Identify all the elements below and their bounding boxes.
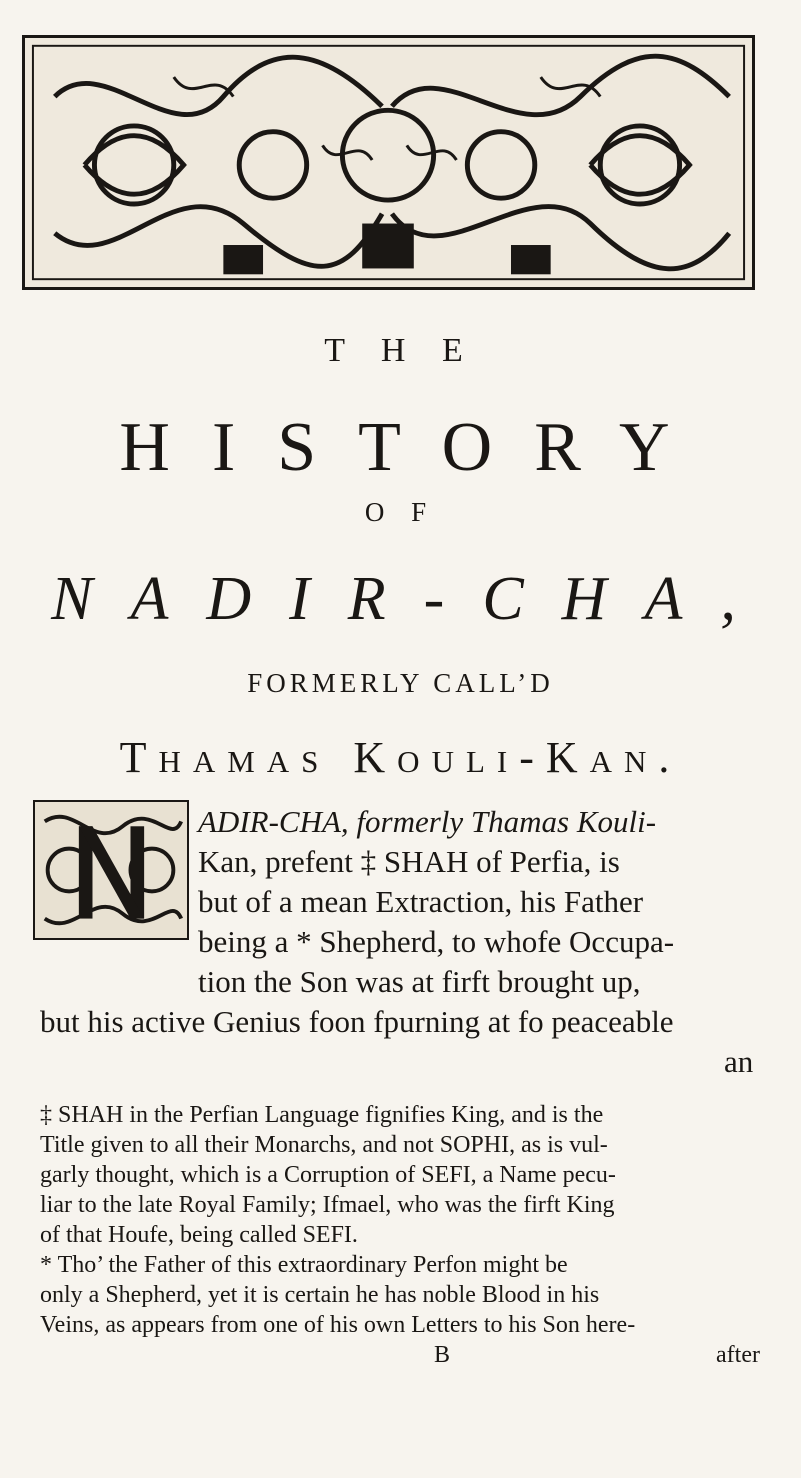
body-line-4: being a * Shepherd, to whofe Occupa- (198, 924, 675, 959)
body-line-7: an (724, 1044, 754, 1079)
title-of: O F (364, 497, 437, 527)
body-line-5: tion the Son was at firft brought up, (198, 964, 641, 999)
footnote-line-7: only a Shepherd, yet it is certain he has noble Blood in his (40, 1282, 600, 1308)
title-alias: Thamas Kouli-Kan. (119, 733, 682, 782)
title-the: T H E (324, 332, 477, 369)
footnote-line-1: ‡ SHAH in the Perfian Language fignifies King, and is the (40, 1102, 604, 1128)
catchword: after (716, 1342, 760, 1368)
ornamental-headpiece (22, 35, 755, 290)
title-history: HISTORY (119, 409, 712, 486)
body-line-2: Kan, prefent ‡ SHAH of Perfia, is (198, 844, 620, 879)
footnote-line-8: Veins, as appears from one of his own Letters to his Son here- (40, 1312, 636, 1338)
body-line-1: ADIR-CHA, formerly Thamas Kouli- (198, 804, 657, 839)
body-line-6: but his active Genius foon fpurning at fo peaceable (40, 1004, 674, 1039)
title-formerly: FORMERLY CALL’D (247, 668, 554, 698)
decorative-initial-n (33, 800, 189, 940)
title-subject-name: NADIR-CHA, (51, 565, 774, 633)
signature-mark: B (434, 1342, 451, 1368)
footnote-line-6: * Tho’ the Father of this extraordinary Perfon might be (40, 1252, 568, 1278)
body-line-3: but of a mean Extraction, his Father (198, 884, 644, 919)
footnote-line-5: of that Houfe, being called SEFI. (40, 1222, 358, 1248)
footnote-line-2: Title given to all their Monarchs, and not SOPHI, as is vul- (40, 1132, 608, 1158)
footnote-line-4: liar to the late Royal Family; Ifmael, who was the firft King (40, 1192, 615, 1218)
footnote-line-3: garly thought, which is a Corruption of SEFI, a Name pecu- (40, 1162, 616, 1188)
